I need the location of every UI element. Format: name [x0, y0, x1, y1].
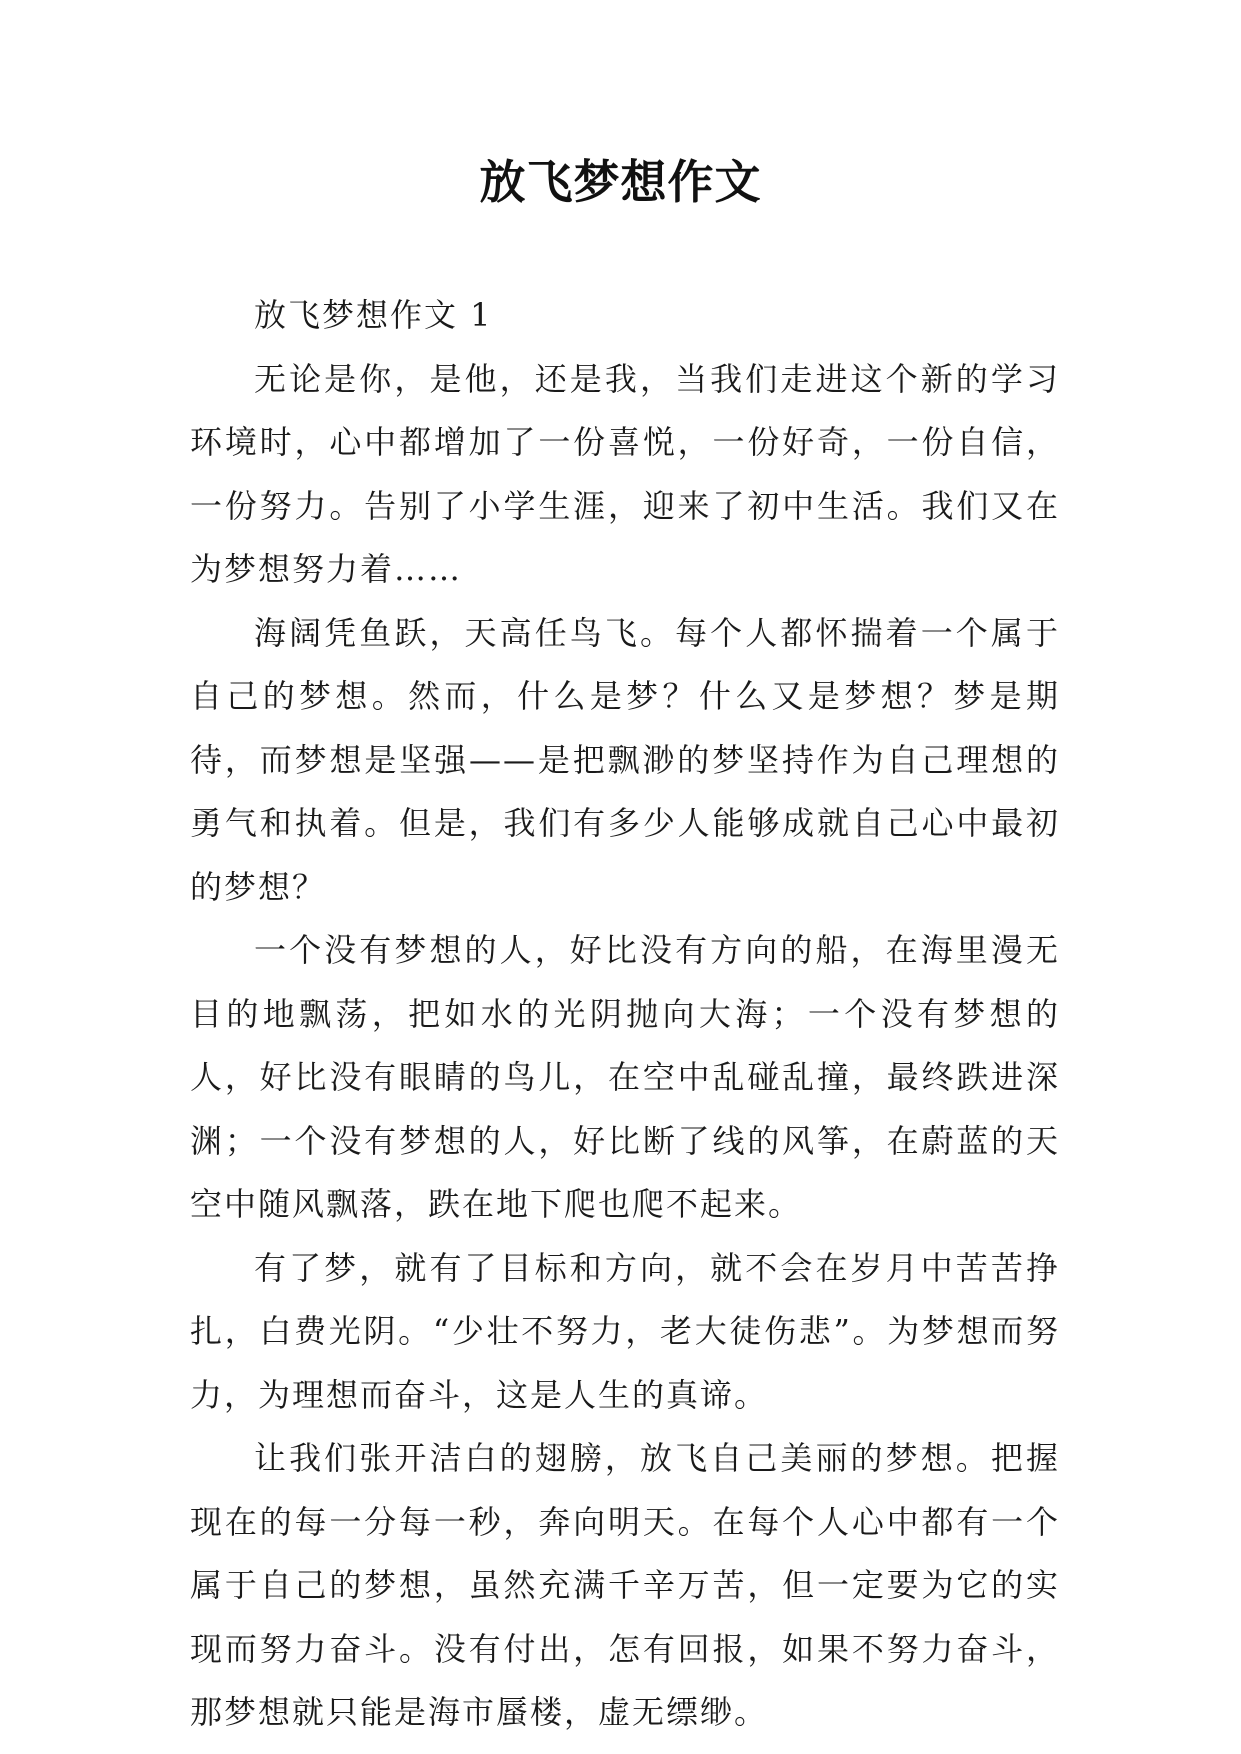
paragraph: 无论是你，是他，还是我，当我们走进这个新的学习环境时，心中都增加了一份喜悦，一份好奇，一份自信，一份努力。告别了小学生涯，迎来了初中生活。我们又在为梦想努力着…… — [190, 359, 1060, 588]
paragraph: 有了梦，就有了目标和方向，就不会在岁月中苦苦挣扎，白费光阴。“少壮不努力，老大徒伤悲”。为梦想而努力，为理想而奋斗，这是人生的真谛。 — [190, 1248, 1060, 1414]
section-heading: 放飞梦想作文 1 — [254, 296, 493, 334]
document-title: 放飞梦想作文 — [479, 155, 762, 209]
document-body — [190, 284, 1060, 1745]
paragraph: 一个没有梦想的人，好比没有方向的船，在海里漫无目的地飘荡，把如水的光阴抛向大海；一个没有梦想的人，好比没有眼睛的鸟儿，在空中乱碰乱撞，最终跌进深渊；一个没有梦想的人，好比断了线的风筝，在蔚蓝的天空中随风飘落，跌在地下爬也爬不起来。 — [190, 931, 1060, 1223]
paragraph: 让我们张开洁白的翅膀，放飞自己美丽的梦想。把握现在的每一分每一秒，奔向明天。在每个人心中都有一个属于自己的梦想，虽然充满千辛万苦，但一定要为它的实现而努力奋斗。没有付出，怎有回报，如果不努力奋斗，那梦想就只能是海市蜃楼，虚无缥缈。 — [190, 1439, 1060, 1731]
paragraph: 海阔凭鱼跃，天高任鸟飞。每个人都怀揣着一个属于自己的梦想。然而，什么是梦？什么又是梦想？梦是期待，而梦想是坚强——是把飘渺的梦坚持作为自己理想的勇气和执着。但是，我们有多少人能够成就自己心中最初的梦想？ — [190, 613, 1060, 906]
